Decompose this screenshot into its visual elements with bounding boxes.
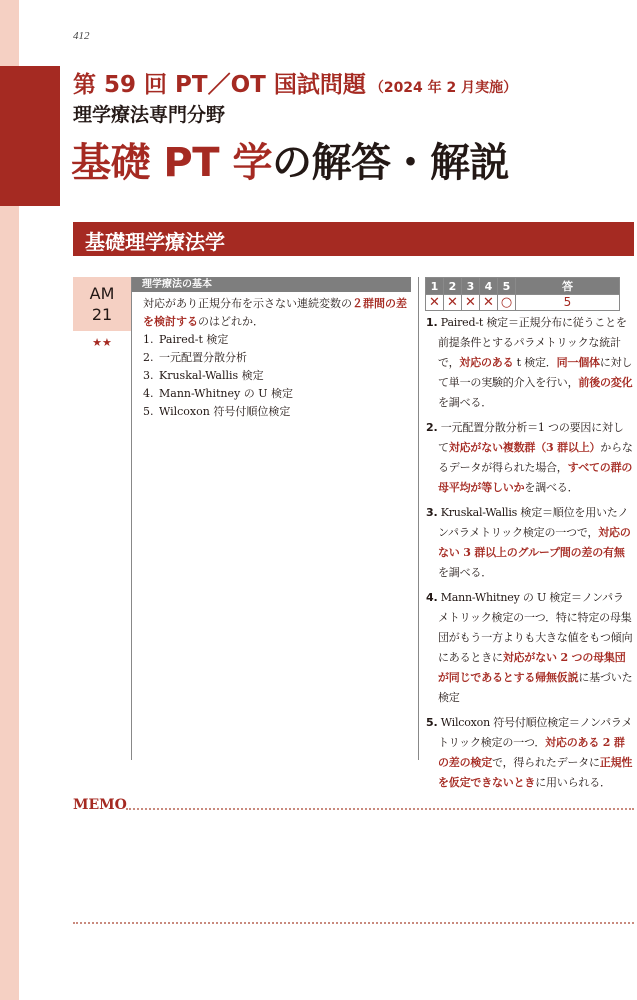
option-text: Paired-t 検定 [159,333,229,346]
explanation-text: に対して単一の実験的介入を行い， [438,356,633,389]
answer-table [425,277,620,311]
explanation-number: 3. [426,506,438,519]
question-session: AM [89,284,115,303]
page-title [71,131,509,188]
option-item [143,403,293,421]
question-category: 理学療法の基本 [132,277,411,292]
exam-title [73,66,517,99]
explanation-highlight: 対応がない複数群（3 群以上） [448,441,601,454]
answer-options [143,331,293,421]
answer-table-result [426,295,620,311]
option-number: 4. [143,387,154,400]
explanation-item [426,503,634,583]
page-number: 412 [73,30,90,42]
explanation-text: 一元配置分散分析＝1 つの要因に対して [438,421,624,454]
option-text: 一元配置分散分析 [159,351,247,364]
explanation-text: を調べる． [524,481,579,494]
memo-label: MEMO [73,797,127,813]
explanation-highlight: 正規性を仮定できないとき [438,756,633,789]
explanation-highlight: 対応がない 2 つの母集団が同じであるとする帰無仮説 [438,651,626,684]
explanation-item [426,588,634,708]
explanation-text: で，得られたデータに [492,756,600,769]
explanation-highlight: 前後の変化 [578,376,633,389]
wrong-mark: ✕ [426,295,444,311]
option-number: 5. [143,405,154,418]
option-text: Wilcoxon 符号付順位検定 [159,405,291,418]
option-item [143,385,293,403]
correct-mark: ○ [498,295,516,311]
question-number: 21 [91,305,113,324]
explanation-text: Kruskal-Wallis 検定＝順位を用いたノンパラメトリック検定の一つで， [438,506,629,539]
option-number: 2. [143,351,154,364]
memo-dotted-line [126,808,634,810]
explanation-highlight: 対応のある [459,356,514,369]
choice-number: 1 [426,278,444,295]
option-number: 1. [143,333,154,346]
option-item [143,349,293,367]
question-stem-highlight: ２群間の差を検討する [143,297,407,328]
question-stem [143,295,411,331]
difficulty-stars: ★★ [92,336,112,349]
explanation-highlight: 対応のない 3 群以上のグループ間の差の有無 [438,526,631,559]
question-stem-text: のはどれか． [198,315,264,328]
explanation-text: を調べる． [438,566,492,579]
explanation-text: Mann-Whitney の U 検定＝ノンパラメトリック検定の一つ．特に特定の母集団がもう一方よりも大きな値をもつ傾向にあるときに [438,591,633,664]
option-text: Kruskal-Wallis 検定 [159,369,264,382]
question-id-box [73,277,131,331]
page-subtitle: 理学療法専門分野 [73,104,226,126]
explanation-item [426,713,634,793]
option-number: 3. [143,369,154,382]
explanation-highlight: 対応のある 2 群の差の検定 [438,736,625,769]
page-title-subject: 基礎 PT 学 [71,140,272,186]
choice-number: 4 [480,278,498,295]
explanation-text: に基づいた検定 [438,671,633,704]
explanation-text: を調べる． [438,396,492,409]
section-title: 基礎理学療法学 [85,230,225,254]
explanation-item [426,313,634,413]
wrong-mark: ✕ [444,295,462,311]
choice-number: 3 [462,278,480,295]
explanation-item [426,418,634,498]
column-divider [418,277,419,760]
exam-date: （2024 年 2 月実施） [369,80,518,96]
bottom-dotted-line [73,922,634,924]
explanation-number: 5. [426,716,438,729]
answer-table-header [426,278,620,295]
choice-number: 5 [498,278,516,295]
explanation-highlight: 同一個体 [556,356,600,369]
option-text: Mann-Whitney の U 検定 [159,387,294,400]
explanation-highlight: すべての群の母平均が等しいか [438,461,633,494]
option-item [143,367,293,385]
wrong-mark: ✕ [462,295,480,311]
option-item [143,331,293,349]
correct-answer: 5 [516,295,620,311]
answer-label: 答 [516,278,620,295]
explanation-text: に用いられる． [535,776,611,789]
explanation-text: Paired-t 検定＝正規分布に従うことを前提条件とするパラメトリックな統計で， [438,316,627,369]
section-header [73,222,634,256]
exam-title-main: 第 59 回 PT／OT 国試問題 [73,72,366,98]
explanation-number: 1. [426,316,438,329]
column-divider [131,277,132,760]
explanation-text: t 検定． [513,356,557,369]
page-title-suffix: の解答・解説 [271,140,509,186]
question-stem-text: 対応があり正規分布を示さない連続変数の [143,297,352,310]
chapter-tab [0,66,60,206]
explanation-list [426,313,634,798]
explanation-text: からなるデータが得られた場合， [438,441,633,474]
explanation-number: 2. [426,421,438,434]
explanation-text: Wilcoxon 符号付順位検定＝ノンパラメトリック検定の一つ． [438,716,633,749]
choice-number: 2 [444,278,462,295]
explanation-number: 4. [426,591,438,604]
wrong-mark: ✕ [480,295,498,311]
